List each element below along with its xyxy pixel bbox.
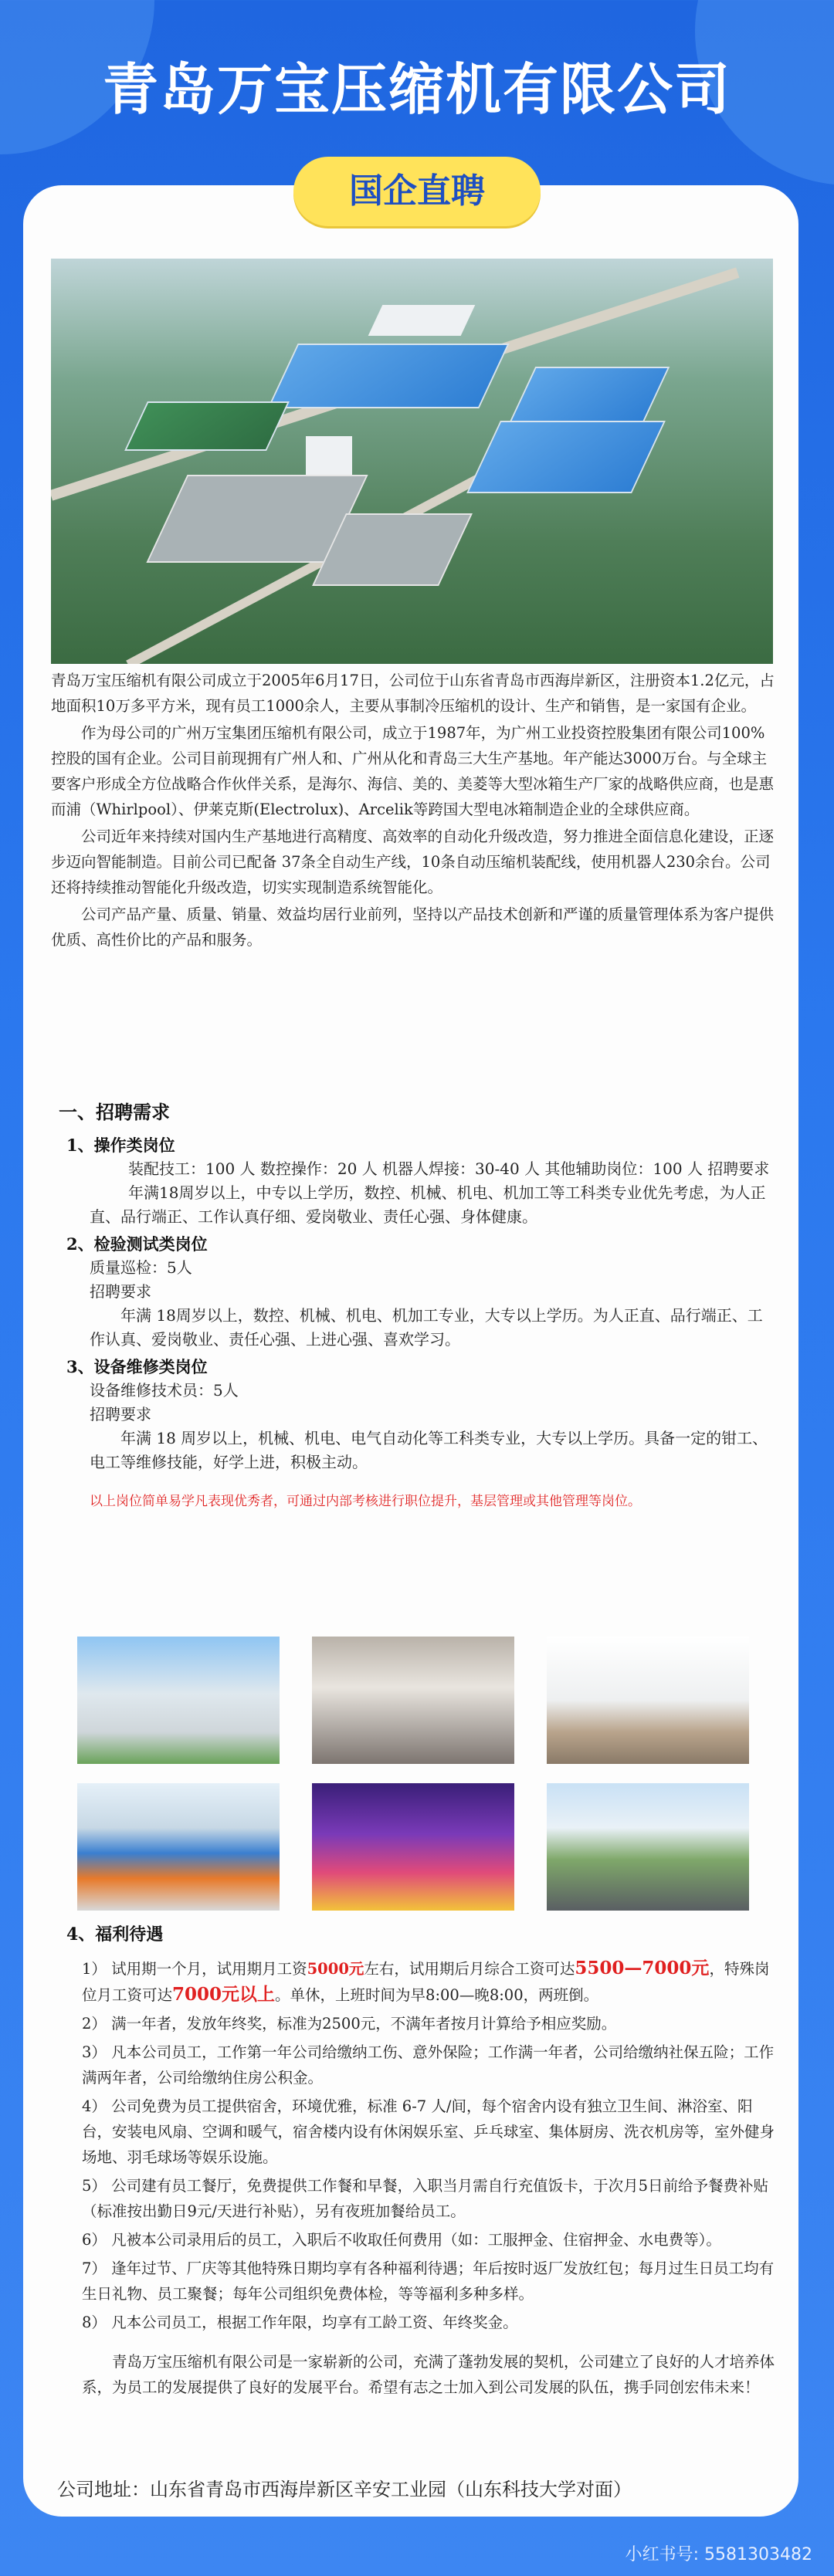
- welfare-item: 2） 满一年者，发放年终奖，标准为2500元，不满年者按月计算给予相应奖励。: [82, 2015, 617, 2033]
- intro-paragraph: 公司近年来持续对国内生产基地进行高精度、高效率的自动化升级改造，努力推进全面信息化建设，正逐步迈向智能制造。目前公司已配备 37条全自动生产线，10条自动压缩机装配线，使用机器人230余台。公司还将持续推动智能化升级改造，切实实现制造系统智能化。: [51, 828, 775, 896]
- welfare-section: [66, 1922, 777, 2403]
- factory-road-photo: [547, 1783, 749, 1911]
- content-card: [23, 185, 798, 2517]
- welfare-item: 8） 凡本公司员工，根据工作年限，均享有工龄工资、年终奖金。: [82, 2314, 518, 2331]
- recruit-badge: 国企直聘: [293, 157, 541, 226]
- welfare-text: 。单休，上班时间为早8:00—晚8:00，两班倒。: [275, 1986, 599, 2004]
- intro-paragraph: 公司产品产量、质量、销量、效益均居行业前列，坚持以产品技术创新和严谨的质量管理体系为客户提供优质、高性价比的产品和服务。: [51, 905, 775, 949]
- intro-paragraph: 青岛万宝压缩机有限公司成立于2005年6月17日，公司位于山东省青岛市西海岸新区，注册资本1.2亿元，占地面积10万多平方米，现有员工1000余人，主要从事制冷压缩机的设计、生产和销售，是一家国有企业。: [51, 672, 775, 715]
- closing-paragraph: 青岛万宝压缩机有限公司是一家崭新的公司，充满了蓬勃发展的契机，公司建立了良好的人才培养体系，为员工的发展提供了良好的发展平台。希望有志之士加入到公司发展的队伍，携手同创宏伟未来！: [82, 2353, 775, 2396]
- group-req-label: 招聘要求: [90, 1282, 151, 1301]
- canteen-photo: [547, 1637, 749, 1764]
- group-positions: 装配技工：100 人 数控操作：20 人 机器人焊接：30-40 人 其他辅助岗位：100 人 招聘要求: [128, 1159, 770, 1178]
- group-title: 3、设备维修类岗位: [66, 1357, 208, 1376]
- group-positions: 设备维修技术员：5人: [90, 1381, 239, 1400]
- group-requirements: 年满 18周岁以上，数控、机械、机电、机加工专业，大专以上学历。为人正直、品行端正、工作认真、爱岗敬业、责任心强、上进心强、喜欢学习。: [90, 1306, 763, 1349]
- welfare-text: 1） 试用期一个月，试用期月工资: [82, 1960, 307, 1978]
- intro-paragraph: 作为母公司的广州万宝集团压缩机有限公司，成立于1987年，为广州工业投资控股集团有限公司100%控股的国有企业。公司目前现拥有广州人和、广州从化和青岛三大生产基地。年产能达3000万台。与全球主要客户形成全方位战略合作伙伴关系，是海尔、海信、美的、美菱等大型冰箱生产厂家的战略供应商，也是惠而浦（Whirlpool）、伊莱克斯(Electrolux)、Arcelik等跨国大型电冰箱制造企业的全球供应商。: [51, 724, 775, 818]
- welfare-item: 5） 公司建有员工餐厅，免费提供工作餐和早餐，入职当月需自行充值饭卡，于次月5日前给予餐费补贴（标准按出勤日9元/天进行补贴），另有夜班加餐给员工。: [82, 2177, 769, 2220]
- section-title: 一、招聘需求: [59, 1101, 170, 1123]
- company-title: 青岛万宝压缩机有限公司: [102, 57, 731, 122]
- welfare-text: 左右，试用期后月综合工资可达: [364, 1960, 575, 1978]
- company-address: 公司地址：山东省青岛市西海岸新区辛安工业园（山东科技大学对面）: [57, 2479, 632, 2500]
- group-requirements: 年满18周岁以上，中专以上学历，数控、机械、机电、机加工等工科类专业优先考虑，为人正直、品行端正、工作认真仔细、爱岗敬业、责任心强、身体健康。: [90, 1183, 766, 1226]
- watermark-text: 小红书号: 5581303482: [625, 2545, 812, 2564]
- recruit-section: [59, 1100, 777, 1514]
- welfare-item: 4） 公司免费为员工提供宿舍，环境优雅，标准 6-7 人/间，每个宿舍内设有独立卫生间、淋浴室、阳台，安装电风扇、空调和暖气，宿舍楼内设有休闲娱乐室、乒乓球室、集体厨房、洗衣机房等，室外健身场地、羽毛球场等娱乐设施。: [82, 2097, 775, 2166]
- environment-photos: [77, 1637, 749, 1914]
- section-title: 4、福利待遇: [66, 1924, 164, 1945]
- building-photo: [77, 1637, 280, 1764]
- stage-event-photo: [312, 1783, 514, 1911]
- group-title: 2、检验测试类岗位: [66, 1234, 208, 1254]
- welfare-item: 3） 凡本公司员工，工作第一年公司给缴纳工伤、意外保险；工作满一年者，公司给缴纳社保五险；工作满两年者，公司给缴纳住房公积金。: [82, 2043, 775, 2087]
- group-req-label: 招聘要求: [90, 1405, 151, 1423]
- promotion-note: 以上岗位简单易学凡表现优秀者，可通过内部考核进行职位提升，基层管理或其他管理等岗位。: [90, 1494, 641, 1509]
- group-requirements: 年满 18 周岁以上，机械、机电、电气自动化等工科类专业，大专以上学历。具备一定的钳工、电工等维修技能，好学上进，积极主动。: [90, 1429, 768, 1471]
- dining-hall-photo: [77, 1783, 280, 1911]
- welfare-item: 7） 逢年过节、厂庆等其他特殊日期均享有各种福利待遇；年后按时返厂发放红包；每月过生日员工均有生日礼物、员工聚餐；每年公司组织免费体检，等等福利多种多样。: [82, 2260, 775, 2303]
- salary-range: 5500—7000元: [575, 1958, 710, 1979]
- welfare-item: 6） 凡被本公司录用后的员工，入职后不收取任何费用（如：工服押金、住宿押金、水电费等）。: [82, 2231, 721, 2249]
- welfare-item: [66, 1955, 777, 2008]
- salary-probation: 5000元: [307, 1960, 364, 1978]
- group-title: 1、操作类岗位: [66, 1136, 175, 1155]
- group-positions: 质量巡检：5人: [90, 1258, 192, 1277]
- dormitory-photo: [312, 1637, 514, 1764]
- welfare-text: ，特殊岗位月工资可达: [82, 1960, 770, 2004]
- company-intro: [51, 668, 777, 954]
- factory-aerial-image: [51, 259, 773, 664]
- salary-special: 7000元以上: [172, 1984, 276, 2005]
